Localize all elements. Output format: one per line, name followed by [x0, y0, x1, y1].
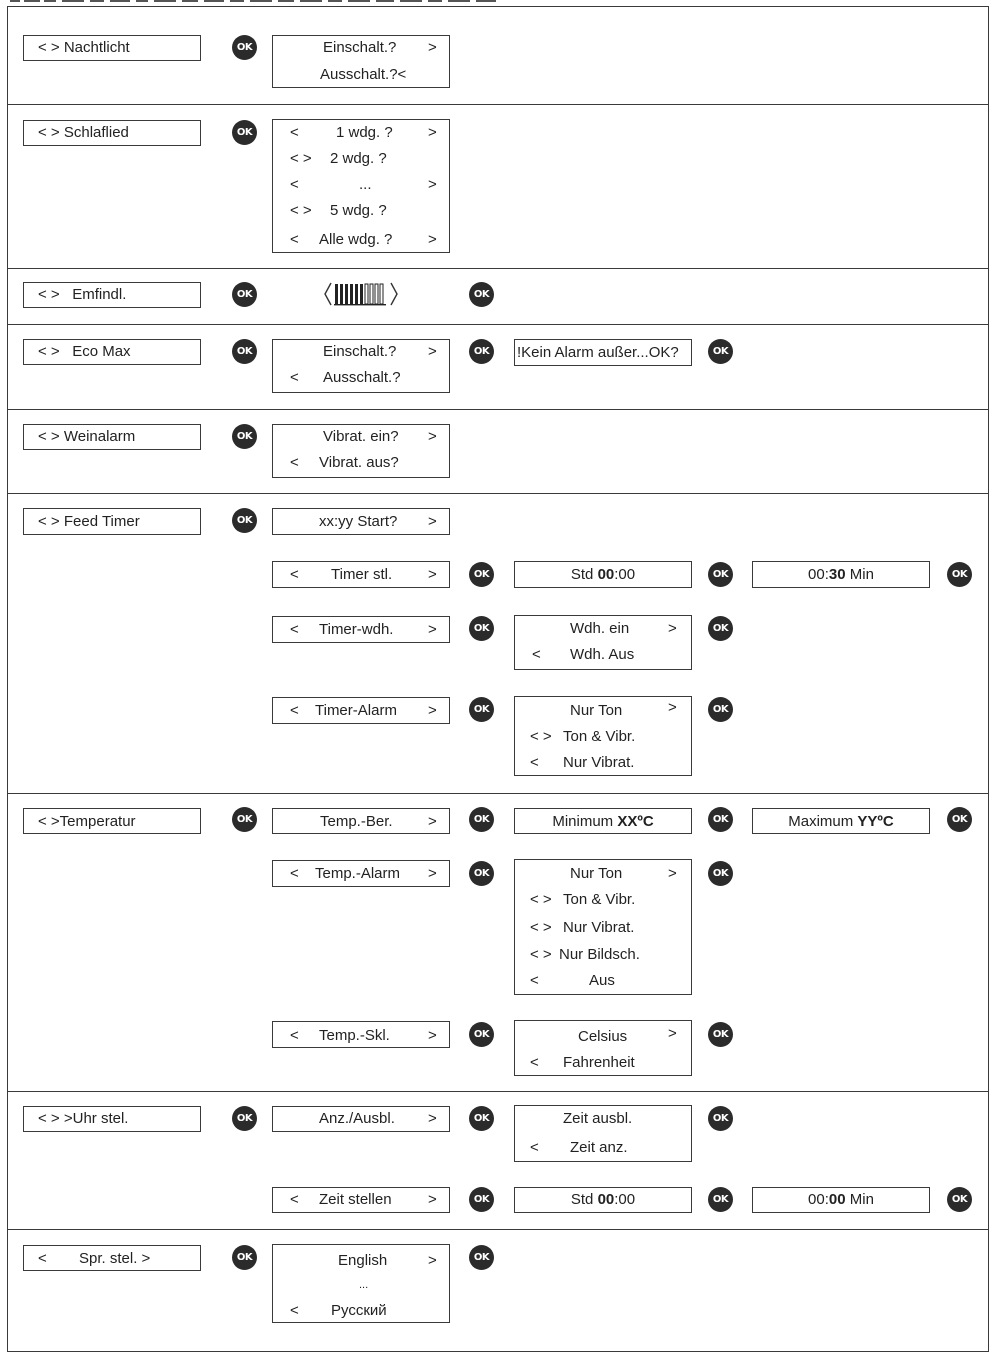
timer-wdh-item: [272, 616, 450, 643]
ok-icon: OK: [708, 1106, 733, 1131]
arrow-left-glyph: <: [530, 1139, 539, 1156]
arrow-right-glyph: >: [428, 513, 437, 530]
menu-label: Spr. stel. >: [79, 1250, 151, 1267]
ok-icon: OK: [232, 1245, 257, 1270]
menu-label: < > Weinalarm: [38, 428, 136, 445]
option-label: Wdh. Aus: [570, 646, 635, 663]
menu-weinalarm: [23, 424, 201, 450]
ok-icon: OK: [232, 282, 257, 307]
ok-icon: OK: [708, 807, 733, 832]
ok-icon: OK: [469, 861, 494, 886]
temp-skl-item: [272, 1021, 450, 1048]
minutes-suffix: :00: [614, 1191, 636, 1208]
zeit-stellen-item: [272, 1187, 450, 1213]
arrow-right-glyph: >: [428, 1191, 437, 1208]
option-label: Nur Ton: [570, 865, 623, 882]
hours-prefix: Std: [570, 566, 598, 583]
arrow-glyph: < >: [530, 946, 552, 963]
feed-timer-start: [272, 508, 450, 535]
arrow-glyph: <: [290, 231, 299, 248]
option-label: Ausschalt.?<: [320, 66, 407, 83]
menu-feed-timer: [23, 508, 201, 535]
menu-spr-stel: [23, 1245, 201, 1271]
arrow-left-glyph: <: [290, 702, 299, 719]
arrow-right-glyph: >: [668, 865, 677, 882]
option-label: Timer-Alarm: [315, 702, 397, 719]
arrow-right-glyph: >: [428, 176, 437, 193]
option-label: 2 wdg. ?: [330, 150, 387, 167]
option-label: Ausschalt.?: [323, 369, 401, 386]
option-label: Einschalt.?: [323, 39, 397, 56]
option-label: Fahrenheit: [563, 1054, 635, 1071]
row-separator: [7, 1229, 989, 1230]
option-label: Aus: [589, 972, 615, 989]
arrow-left-glyph: <: [38, 1250, 47, 1267]
ok-icon: OK: [232, 424, 257, 449]
anz-ausbl-item: [272, 1106, 450, 1132]
minutes-unit: Min: [845, 566, 874, 583]
menu-label: < > Nachtlicht: [38, 39, 130, 56]
option-label: Zeit anz.: [570, 1139, 628, 1156]
arrow-glyph: <: [530, 972, 539, 989]
timer-alarm-options: [514, 696, 692, 776]
option-label: Anz./Ausbl.: [319, 1110, 395, 1127]
weinalarm-options: [272, 424, 450, 478]
arrow-glyph: <: [530, 754, 539, 771]
zeit-options: [514, 1105, 692, 1162]
option-label: Vibrat. aus?: [319, 454, 399, 471]
minutes-prefix: 00:: [808, 1191, 829, 1208]
arrow-glyph: < >: [290, 150, 312, 167]
temp-alarm-item: [272, 860, 450, 887]
ecomax-warning-box: [514, 339, 692, 366]
ok-icon: OK: [469, 562, 494, 587]
option-label: Einschalt.?: [323, 343, 397, 360]
arrow-glyph: < >: [530, 728, 552, 745]
timer-hours-box: [514, 561, 692, 588]
option-label: Temp.-Skl.: [319, 1027, 390, 1044]
ok-icon: OK: [708, 1022, 733, 1047]
arrow-right-glyph: >: [428, 124, 437, 141]
option-label: 5 wdg. ?: [330, 202, 387, 219]
arrow-glyph: <: [290, 124, 299, 141]
minutes-suffix: :00: [614, 566, 636, 583]
clock-hours-box: [514, 1187, 692, 1213]
hours-prefix: Std: [570, 1191, 598, 1208]
option-label: Celsius: [578, 1028, 628, 1045]
menu-uhr-stel: [23, 1106, 201, 1132]
option-label: Timer stl.: [331, 566, 393, 583]
option-label: Timer-wdh.: [319, 621, 394, 638]
ok-icon: OK: [469, 1022, 494, 1047]
ok-icon: OK: [232, 1106, 257, 1131]
maximum-label: Maximum: [788, 813, 858, 830]
row-separator: [7, 493, 989, 494]
ok-icon: OK: [708, 697, 733, 722]
menu-label: < >Temperatur: [38, 813, 136, 830]
schlaflied-options: [272, 119, 450, 253]
warning-message: !Kein Alarm außer...OK?: [517, 344, 679, 361]
option-label: Nur Vibrat.: [563, 754, 635, 771]
ok-icon: OK: [469, 282, 494, 307]
option-label: Vibrat. ein?: [323, 428, 399, 445]
arrow-right-glyph: >: [428, 813, 437, 830]
menu-label: < > Eco Max: [38, 343, 131, 360]
arrow-right-glyph: >: [668, 699, 677, 716]
minimum-value: XXºC: [617, 813, 654, 830]
arrow-right-glyph: >: [428, 1110, 437, 1127]
timer-minutes-box: [752, 561, 930, 588]
minutes-value: 30: [828, 566, 846, 583]
ok-icon: OK: [232, 35, 257, 60]
arrow-left-glyph: <: [532, 646, 541, 663]
ok-icon: OK: [469, 1245, 494, 1270]
option-label: Ton & Vibr.: [563, 728, 636, 745]
ok-icon: OK: [232, 120, 257, 145]
menu-label: < > Emfindl.: [38, 286, 127, 303]
hours-value: 00: [597, 1191, 615, 1208]
ecomax-options: [272, 339, 450, 393]
temp-skl-options: [514, 1020, 692, 1076]
ok-icon: OK: [232, 339, 257, 364]
ok-icon: OK: [708, 339, 733, 364]
option-label: Nur Bildsch.: [559, 946, 640, 963]
option-label: Zeit ausbl.: [563, 1110, 633, 1127]
arrow-left-glyph: <: [290, 566, 299, 583]
option-label: ...: [359, 176, 372, 193]
arrow-left-glyph: <: [290, 1027, 299, 1044]
cropped-header-glyphs: [10, 0, 510, 2]
ok-icon: OK: [232, 807, 257, 832]
arrow-right-glyph: >: [428, 39, 437, 56]
ok-icon: OK: [469, 616, 494, 641]
option-label: 1 wdg. ?: [336, 124, 393, 141]
row-separator: [7, 104, 989, 105]
arrow-left-glyph: <: [530, 1054, 539, 1071]
arrow-right-glyph: >: [428, 231, 437, 248]
arrow-right-glyph: >: [428, 1027, 437, 1044]
option-label: Zeit stellen: [319, 1191, 392, 1208]
minutes-value: 00: [828, 1191, 846, 1208]
ok-icon: OK: [708, 562, 733, 587]
nachtlicht-options: [272, 35, 450, 88]
row-separator: [7, 268, 989, 269]
arrow-left-glyph: <: [290, 1302, 299, 1319]
option-label: English: [338, 1252, 388, 1269]
ok-icon: OK: [469, 1187, 494, 1212]
menu-label: < > >Uhr stel.: [38, 1110, 129, 1127]
option-label: Русский: [331, 1302, 387, 1319]
arrow-right-glyph: >: [428, 1252, 437, 1269]
temp-alarm-options: [514, 859, 692, 995]
language-options: [272, 1244, 450, 1323]
timer-alarm-item: [272, 697, 450, 724]
arrow-right-glyph: >: [428, 566, 437, 583]
ok-icon: OK: [232, 508, 257, 533]
diagram-frame: [7, 6, 989, 1352]
option-label: Alle wdg. ?: [319, 231, 393, 248]
temp-max-box: [752, 808, 930, 834]
arrow-glyph: < >: [290, 202, 312, 219]
hours-value: 00: [597, 566, 615, 583]
menu-emfindl: [23, 282, 201, 308]
ok-icon: OK: [947, 807, 972, 832]
row-separator: [7, 1091, 989, 1092]
arrow-right-glyph: >: [428, 343, 437, 360]
arrow-right-glyph: >: [668, 1025, 677, 1042]
option-label: Nur Vibrat.: [563, 919, 635, 936]
ok-icon: OK: [947, 562, 972, 587]
arrow-glyph: <: [290, 176, 299, 193]
arrow-right-glyph: >: [668, 620, 677, 637]
ok-icon: OK: [708, 861, 733, 886]
option-label: Wdh. ein: [570, 620, 630, 637]
arrow-right-glyph: >: [428, 428, 437, 445]
temp-min-box: [514, 808, 692, 834]
row-separator: [7, 324, 989, 325]
ellipsis-label: ...: [359, 1279, 369, 1291]
ok-icon: OK: [708, 616, 733, 641]
menu-nachtlicht: [23, 35, 201, 61]
arrow-left-glyph: <: [290, 865, 299, 882]
temp-ber-item: [272, 808, 450, 834]
timer-stl-item: [272, 561, 450, 588]
menu-label: < > Schlaflied: [38, 124, 129, 141]
menu-label: < > Feed Timer: [38, 513, 140, 530]
arrow-left-glyph: <: [290, 1191, 299, 1208]
option-label: Temp.-Alarm: [315, 865, 401, 882]
ok-icon: OK: [469, 1106, 494, 1131]
ok-icon: OK: [947, 1187, 972, 1212]
maximum-value: YYºC: [857, 813, 894, 830]
ok-icon: OK: [469, 339, 494, 364]
sensitivity-bars-icon: [322, 280, 400, 308]
option-label: Nur Ton: [570, 702, 623, 719]
arrow-left-glyph: <: [290, 454, 299, 471]
arrow-left-glyph: <: [290, 621, 299, 638]
row-separator: [7, 793, 989, 794]
option-label: xx:yy Start?: [319, 513, 398, 530]
arrow-right-glyph: >: [428, 702, 437, 719]
minimum-label: Minimum: [552, 813, 618, 830]
ok-icon: OK: [708, 1187, 733, 1212]
minutes-unit: Min: [845, 1191, 874, 1208]
arrow-glyph: < >: [530, 919, 552, 936]
arrow-glyph: < >: [530, 891, 552, 908]
minutes-prefix: 00:: [808, 566, 829, 583]
menu-schlaflied: [23, 120, 201, 146]
row-separator: [7, 409, 989, 410]
clock-minutes-box: [752, 1187, 930, 1213]
ok-icon: OK: [469, 807, 494, 832]
option-label: Temp.-Ber.: [320, 813, 393, 830]
cropped-header-remnant: [10, 0, 510, 2]
arrow-left-glyph: <: [290, 369, 299, 386]
arrow-right-glyph: >: [428, 621, 437, 638]
timer-wdh-options: [514, 615, 692, 670]
menu-temperatur: [23, 808, 201, 834]
arrow-right-glyph: >: [428, 865, 437, 882]
menu-eco-max: [23, 339, 201, 365]
option-label: Ton & Vibr.: [563, 891, 636, 908]
ok-icon: OK: [469, 697, 494, 722]
